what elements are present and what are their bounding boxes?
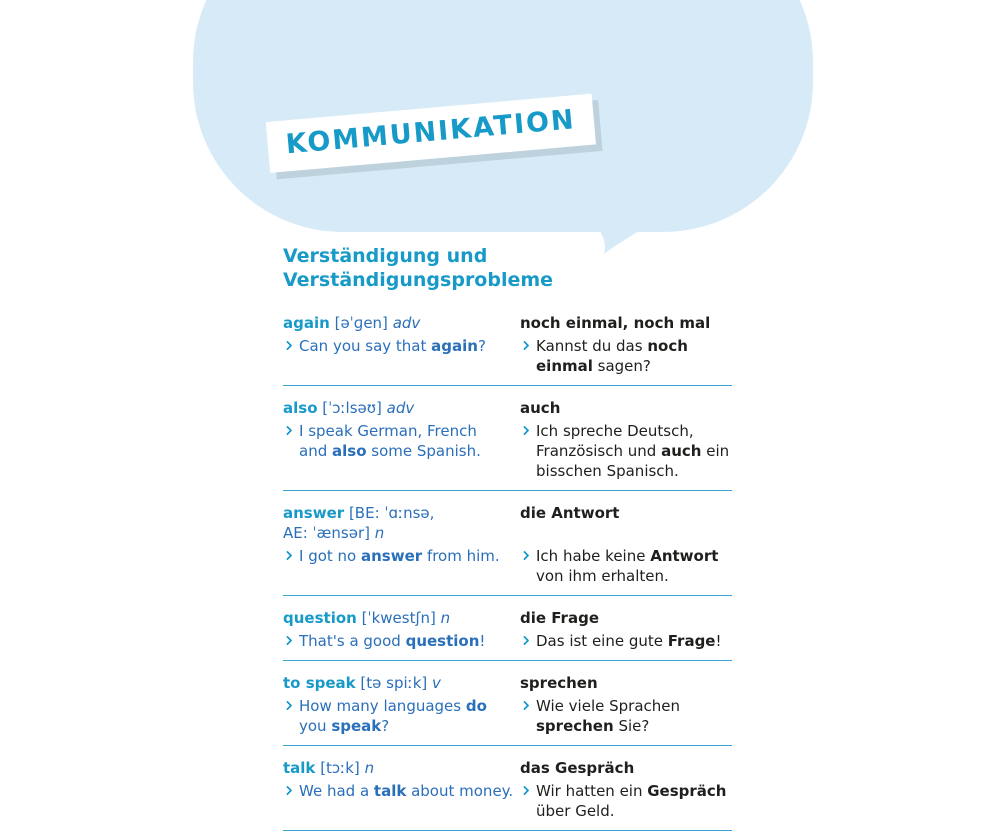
entry-headline	[283, 608, 520, 628]
text-segment: question	[405, 632, 480, 650]
example-line	[536, 546, 732, 566]
text-segment: We had a	[299, 782, 374, 800]
translation: sprechen	[520, 674, 598, 692]
pronunciation: [əˈɡen]	[334, 314, 388, 332]
entry-headline	[283, 398, 520, 418]
vocab-entry-again	[283, 301, 732, 386]
example-german	[520, 696, 732, 736]
example-line	[536, 781, 732, 801]
text-segment: bisschen Spanisch.	[536, 462, 679, 480]
example-german	[520, 336, 732, 376]
text-segment: !	[715, 632, 722, 650]
entry-headline	[283, 673, 520, 693]
headword: answer	[283, 504, 345, 522]
vocab-entry-to-speak	[283, 661, 732, 746]
text-segment: ?	[381, 717, 390, 735]
example-line	[299, 546, 516, 566]
headword: again	[283, 314, 330, 332]
text-segment: Französisch und	[536, 442, 662, 460]
example-german	[520, 421, 732, 481]
pronunciation: [ˈɔːlsəʊ]	[322, 399, 382, 417]
text-segment: !	[479, 632, 486, 650]
text-segment: Ich habe keine	[536, 547, 651, 565]
text-segment: from him.	[422, 547, 500, 565]
text-segment: ?	[477, 337, 486, 355]
vocab-entry-question	[283, 596, 732, 661]
pronunciation: AE: ˈænsər]	[283, 524, 370, 542]
text-segment: do	[465, 697, 487, 715]
chevron-bullet-icon	[283, 786, 293, 796]
text-segment: von ihm erhalten.	[536, 567, 669, 585]
entry-headline	[283, 313, 520, 333]
vocab-entry-answer	[283, 491, 732, 596]
entry-headline	[283, 758, 520, 778]
pronunciation: [tɔːk]	[320, 759, 360, 777]
example-line	[299, 696, 516, 716]
example-line	[536, 631, 732, 651]
text-segment: answer	[361, 547, 423, 565]
example-line	[536, 566, 732, 586]
example-line	[299, 441, 516, 461]
chevron-bullet-icon	[520, 701, 530, 711]
pronunciation: [tə spiːk]	[360, 674, 428, 692]
chevron-bullet-icon	[283, 341, 293, 351]
example-line	[299, 336, 516, 356]
example-line	[536, 716, 732, 736]
example-line	[536, 441, 732, 461]
text-segment: einmal	[536, 357, 593, 375]
example-line	[536, 336, 732, 356]
chevron-bullet-icon	[283, 636, 293, 646]
chevron-bullet-icon	[520, 426, 530, 436]
example-german	[520, 546, 732, 586]
text-segment: and	[299, 442, 332, 460]
vocab-page-content	[283, 244, 732, 831]
example-line	[536, 421, 732, 441]
headword: question	[283, 609, 357, 627]
part-of-speech: n	[440, 609, 451, 627]
translation: die Frage	[520, 609, 599, 627]
text-segment: Can you say that	[299, 337, 432, 355]
part-of-speech: v	[432, 674, 441, 692]
example-german	[520, 631, 732, 651]
text-segment: also	[332, 442, 367, 460]
text-segment: ein	[701, 442, 730, 460]
text-segment: Wie viele Sprachen	[536, 697, 680, 715]
example-line	[536, 696, 732, 716]
chevron-bullet-icon	[520, 636, 530, 646]
chevron-bullet-icon	[520, 551, 530, 561]
text-segment: Kannst du das	[536, 337, 648, 355]
headword: also	[283, 399, 318, 417]
text-segment: about money.	[406, 782, 514, 800]
pronunciation: [ˈkwestʃn]	[361, 609, 436, 627]
example-english	[283, 781, 520, 821]
text-segment: Sie?	[613, 717, 650, 735]
translation: auch	[520, 399, 561, 417]
text-segment: again	[431, 337, 478, 355]
example-english	[283, 631, 520, 651]
text-segment: Antwort	[650, 547, 719, 565]
translation: die Antwort	[520, 504, 620, 522]
translation: noch einmal, noch mal	[520, 314, 711, 332]
text-segment: speak	[331, 717, 382, 735]
example-line	[299, 421, 516, 441]
text-segment: Wir hatten ein	[536, 782, 648, 800]
example-line	[299, 631, 516, 651]
headword: to speak	[283, 674, 356, 692]
text-segment: some Spanish.	[366, 442, 481, 460]
example-english	[283, 546, 520, 586]
example-english	[283, 421, 520, 481]
text-segment: noch	[647, 337, 688, 355]
text-segment: auch	[661, 442, 702, 460]
vocab-entry-also	[283, 386, 732, 491]
text-segment: How many languages	[299, 697, 466, 715]
text-segment: That's a good	[299, 632, 406, 650]
chevron-bullet-icon	[283, 426, 293, 436]
text-segment: Frage	[667, 632, 716, 650]
part-of-speech: n	[374, 524, 385, 542]
text-segment: you	[299, 717, 332, 735]
example-english	[283, 336, 520, 376]
text-segment: über Geld.	[536, 802, 615, 820]
section-title: Verständigung und Verständigungsprobleme	[283, 245, 554, 291]
example-line	[536, 356, 732, 376]
part-of-speech: n	[364, 759, 375, 777]
text-segment: Ich spreche Deutsch,	[536, 422, 694, 440]
entry-headline	[283, 503, 520, 543]
text-segment: sagen?	[592, 357, 651, 375]
text-segment: Gespräch	[647, 782, 727, 800]
chevron-bullet-icon	[520, 786, 530, 796]
example-english	[283, 696, 520, 736]
translation: das Gespräch	[520, 759, 635, 777]
example-german	[520, 781, 732, 821]
chevron-bullet-icon	[283, 551, 293, 561]
vocab-entry-talk	[283, 746, 732, 831]
pronunciation: [BE: ˈɑːnsə,	[348, 504, 435, 522]
chevron-bullet-icon	[520, 341, 530, 351]
example-line	[536, 461, 732, 481]
text-segment: sprechen	[536, 717, 614, 735]
text-segment: talk	[373, 782, 407, 800]
text-segment: Das ist eine gute	[536, 632, 668, 650]
chevron-bullet-icon	[283, 701, 293, 711]
part-of-speech: adv	[386, 399, 415, 417]
text-segment: I speak German, French	[299, 422, 477, 440]
example-line	[299, 781, 516, 801]
example-line	[299, 716, 516, 736]
text-segment: I got no	[299, 547, 361, 565]
headword: talk	[283, 759, 316, 777]
chapter-banner-label: KOMMUNIKATION	[284, 104, 577, 161]
example-line	[536, 801, 732, 821]
part-of-speech: adv	[392, 314, 421, 332]
